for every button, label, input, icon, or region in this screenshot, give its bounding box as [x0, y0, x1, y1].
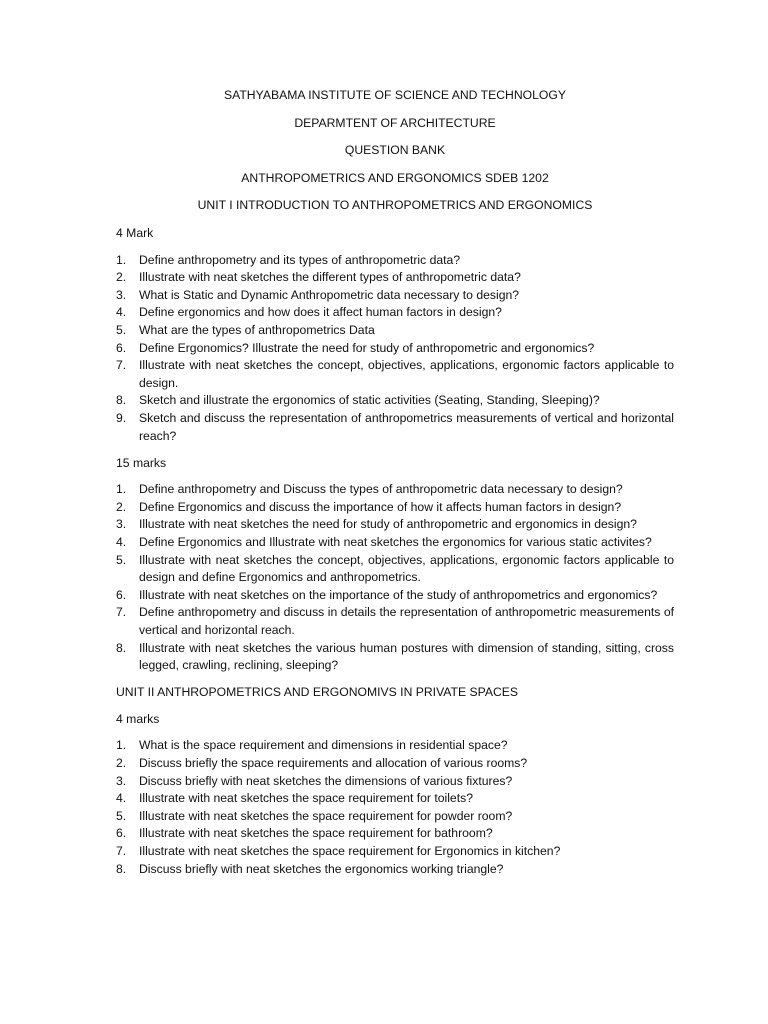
question-text: Illustrate with neat sketches the need for study of anthropometric and ergonomics in design?: [139, 517, 637, 532]
unit1-fifteen-mark-label: 15 marks: [116, 455, 167, 470]
question-number: 3.: [116, 287, 127, 302]
question-text: Define ergonomics and how does it affect human factors in design?: [139, 305, 502, 320]
question-text: Define Ergonomics and Illustrate with neat sketches the ergonomics for various static activites?: [139, 534, 652, 549]
question-text: Sketch and illustrate the ergonomics of static activities (Seating, Standing, Sleeping)?: [139, 393, 600, 408]
question-item: [116, 252, 674, 270]
question-number: 8.: [116, 861, 127, 876]
question-number: 4.: [116, 791, 127, 806]
question-number: 8.: [116, 393, 127, 408]
question-number: 2.: [116, 756, 127, 770]
question-item: [116, 287, 674, 305]
question-item: [116, 861, 674, 879]
question-text: Illustrate with neat sketches the space requirement for bathroom?: [139, 826, 493, 841]
question-item: [116, 843, 674, 861]
question-text: Define Ergonomics and discuss the importance of how it affects human factors in design?: [139, 499, 622, 514]
question-item: [116, 392, 674, 410]
question-number: 2.: [116, 499, 127, 514]
question-item: [116, 410, 674, 445]
question-text: Illustrate with neat sketches the space requirement for powder room?: [139, 808, 513, 823]
unit2-four-mark-list: [116, 737, 674, 878]
question-text: Discuss briefly with neat sketches the dimensions of various fixtures?: [139, 773, 513, 788]
question-number: 1.: [116, 482, 127, 497]
question-text: Sketch and discuss the representation of anthropometrics measurements of vertical and horizontal reach?: [139, 410, 674, 443]
question-text: Illustrate with neat sketches the concept, objectives, applications, ergonomic factors applicable to design.: [139, 358, 674, 390]
question-item: [116, 825, 674, 843]
question-text: Discuss briefly with neat sketches the ergonomics working triangle?: [139, 861, 504, 876]
question-item: [116, 269, 674, 287]
question-text: Discuss briefly the space requirements and allocation of various rooms?: [139, 756, 528, 770]
question-text: What is the space requirement and dimensions in residential space?: [139, 738, 508, 753]
question-number: 2.: [116, 270, 127, 285]
unit1-fifteen-mark-list: [116, 481, 674, 675]
question-item: [116, 808, 674, 826]
question-number: 7.: [116, 605, 127, 620]
question-text: Illustrate with neat sketches the concept, objectives, applications, ergonomic factors applicable to design and define Ergonomics and anthropometrics.: [139, 552, 674, 585]
question-text: What are the types of anthropometrics Data: [139, 322, 375, 337]
question-text: Define anthropometry and Discuss the types of anthropometric data necessary to design?: [139, 482, 623, 497]
question-text: Define anthropometry and discuss in details the representation of anthropometric measurements of vertical and horizontal reach.: [139, 605, 674, 637]
question-item: [116, 790, 674, 808]
question-number: 3.: [116, 773, 127, 788]
question-text: Define Ergonomics? Illustrate the need for study of anthropometric and ergonomics?: [139, 340, 595, 355]
question-number: 1.: [116, 252, 127, 267]
question-number: 5.: [116, 552, 127, 567]
question-text: Illustrate with neat sketches the space requirement for toilets?: [139, 791, 473, 806]
question-number: 7.: [116, 843, 127, 858]
question-item: [116, 304, 674, 322]
question-item: [116, 534, 674, 552]
question-text: Define anthropometry and its types of anthropometric data?: [139, 252, 461, 267]
unit1-title: UNIT I INTRODUCTION TO ANTHROPOMETRICS AND ERGONOMICS: [197, 198, 593, 213]
question-number: 4.: [116, 305, 127, 320]
question-number: 5.: [116, 322, 127, 337]
unit2-title: UNIT II ANTHROPOMETRICS AND ERGONOMIVS IN PRIVATE SPACES: [116, 685, 519, 700]
unit2-four-mark-label: 4 marks: [116, 711, 160, 726]
course-heading: ANTHROPOMETRICS AND ERGONOMICS SDEB 1202: [241, 170, 549, 185]
question-item: [116, 755, 674, 773]
question-item: [116, 499, 674, 517]
unit1-four-mark-list: [116, 252, 674, 446]
unit1-four-mark-label: 4 Mark: [116, 225, 154, 240]
doc-type-heading: QUESTION BANK: [344, 143, 446, 158]
question-number: 6.: [116, 826, 127, 841]
question-item: [116, 516, 674, 534]
question-text: What is Static and Dynamic Anthropometric data necessary to design?: [139, 287, 520, 302]
question-item: [116, 322, 674, 340]
question-number: 5.: [116, 808, 127, 823]
question-item: [116, 357, 674, 392]
question-item: [116, 773, 674, 791]
department-heading: DEPARMTENT OF ARCHITECTURE: [294, 115, 496, 130]
question-item: [116, 737, 674, 755]
question-item: [116, 340, 674, 358]
question-text: Illustrate with neat sketches the different types of anthropometric data?: [139, 270, 521, 285]
question-number: 7.: [116, 358, 127, 373]
question-number: 3.: [116, 517, 127, 532]
question-item: [116, 640, 674, 675]
question-number: 4.: [116, 534, 127, 549]
question-item: [116, 587, 674, 605]
question-number: 8.: [116, 640, 127, 655]
question-text: Illustrate with neat sketches the space requirement for Ergonomics in kitchen?: [139, 843, 561, 858]
question-number: 9.: [116, 410, 127, 425]
document-page: [116, 87, 674, 888]
question-item: [116, 604, 674, 639]
question-item: [116, 552, 674, 587]
question-number: 6.: [116, 340, 127, 355]
question-number: 1.: [116, 738, 127, 753]
institute-heading: SATHYABAMA INSTITUTE OF SCIENCE AND TECHNOLOGY: [224, 88, 566, 102]
question-text: Illustrate with neat sketches on the importance of the study of anthropometrics and ergonomics?: [139, 587, 658, 602]
question-text: Illustrate with neat sketches the various human postures with dimension of standing, sitting, cross legged, crawling, reclining, sleeping?: [139, 640, 674, 673]
question-number: 6.: [116, 587, 127, 602]
question-item: [116, 481, 674, 499]
